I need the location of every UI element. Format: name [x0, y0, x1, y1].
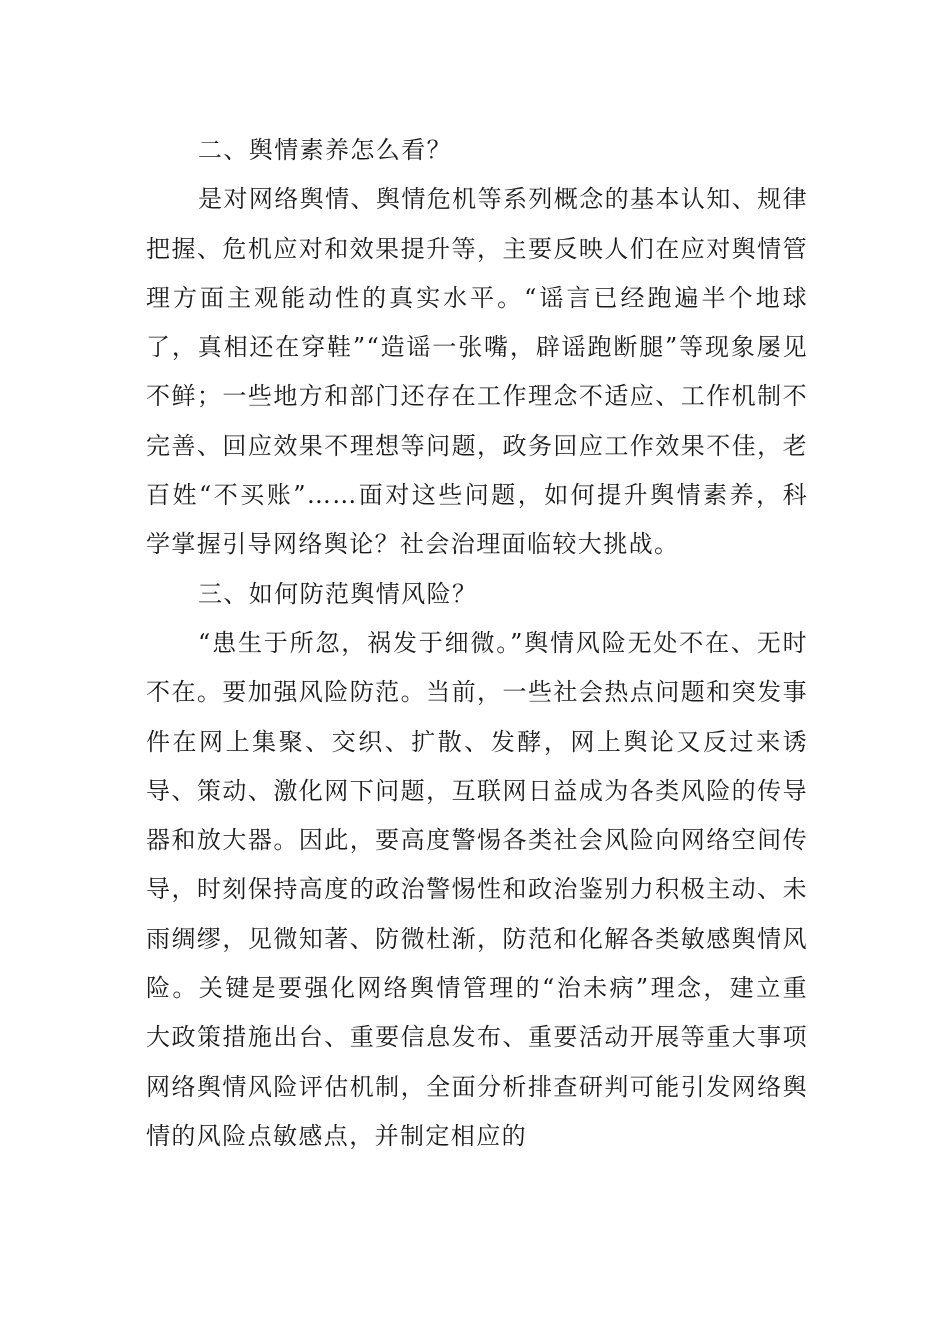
document-body — [146, 126, 808, 1161]
section-2-heading: 二、舆情素养怎么看？ — [198, 136, 452, 164]
section-3-paragraph: “患生于所忽，祸发于细微。”舆情风险无处不在、无时不在。要加强风险防范。当前，一些社会热点问题和突发事件在网上集聚、交织、扩散、发酵，网上舆论又反过来诱导、策动、激化网下问题，互联网日益成为各类风险的传导器和放大器。因此，要高度警惕各类社会风险向网络空间传导，时刻保持高度的政治警惕性和政治鉴别力积极主动、未雨绸缪，见微知著、防微杜渐，防范和化解各类敏感舆情风险。关键是要强化网络舆情管理的“治未病”理念，建立重大政策措施出台、重要信息发布、重要活动开展等重大事项网络舆情风险评估机制，全面分析排查研判可能引发网络舆情的风险点敏感点，并制定相应的 — [146, 628, 808, 1150]
section-2-paragraph: 是对网络舆情、舆情危机等系列概念的基本认知、规律把握、危机应对和效果提升等，主要反映人们在应对舆情管理方面主观能动性的真实水平。“谣言已经跑遍半个地球了，真相还在穿鞋”“造谣一张嘴，辟谣跑断腿”等现象屡见不鲜；一些地方和部门还存在工作理念不适应、工作机制不完善、回应效果不理想等问题，政务回应工作效果不佳，老百姓“不买账”……面对这些问题，如何提升舆情素养，科学掌握引导网络舆论？社会治理面临较大挑战。 — [146, 185, 808, 559]
section-3-heading: 三、如何防范舆情风险？ — [198, 579, 478, 608]
